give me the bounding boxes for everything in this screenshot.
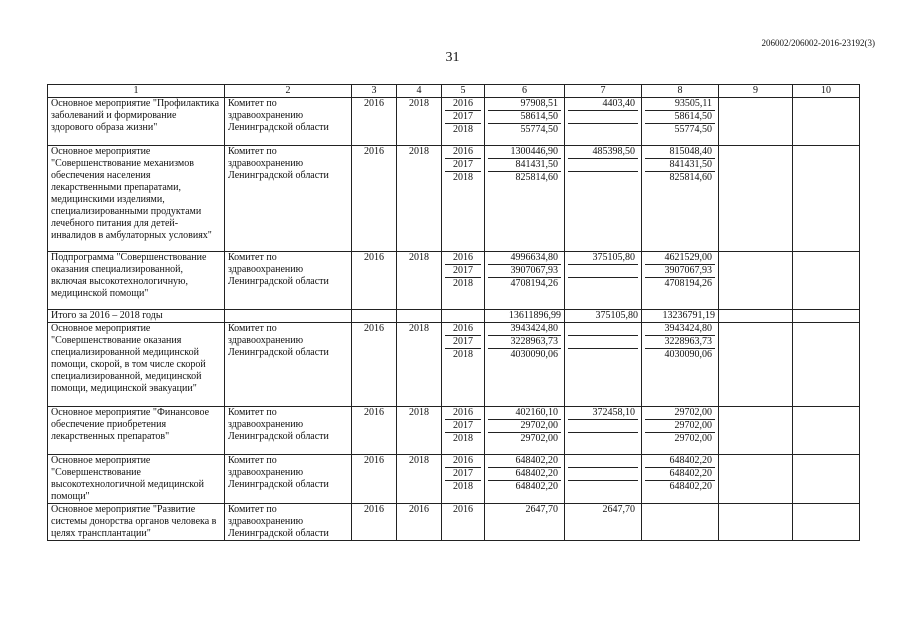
col7-cell (568, 481, 638, 494)
empty-cell (719, 98, 793, 146)
total-stack (488, 323, 561, 361)
col7-column (565, 504, 642, 541)
col8-stack (645, 252, 715, 290)
col7-stack (568, 407, 638, 445)
col7-column (565, 455, 642, 504)
total-cell: 97908,51 (488, 98, 561, 111)
empty-cell (719, 407, 793, 455)
col8-stack (645, 504, 715, 516)
total-cell: 4708194,26 (510, 278, 558, 289)
year-cell: 2017 (445, 265, 481, 278)
start-year: 2016 (352, 146, 397, 252)
col8-cell: 4708194,26 (664, 278, 712, 289)
col8-column (642, 455, 719, 504)
executor: Комитет по здравоохранению Ленинградской области (225, 504, 352, 541)
col7-cell (568, 349, 638, 362)
empty-cell (397, 310, 442, 323)
year-cell: 2018 (453, 433, 473, 444)
summary-total: 13611896,99 (485, 310, 565, 323)
col8-column (642, 323, 719, 407)
col7-cell: 4403,40 (568, 98, 638, 111)
total-cell: 55774,50 (520, 124, 558, 135)
col7-cell (568, 172, 638, 185)
table-row (48, 146, 860, 252)
year-stack (445, 323, 481, 361)
end-year: 2018 (397, 252, 442, 310)
start-year: 2016 (352, 455, 397, 504)
col8-stack (645, 455, 715, 493)
col7-cell: 485398,50 (568, 146, 638, 159)
total-cell: 3907067,93 (488, 265, 561, 278)
col7-cell (568, 420, 638, 433)
start-year: 2016 (352, 323, 397, 407)
header-cell: 9 (719, 85, 793, 98)
table-row (48, 455, 860, 504)
year-stack (445, 455, 481, 493)
col8-cell: 825814,60 (669, 172, 712, 183)
col8-cell: 815048,40 (645, 146, 715, 159)
start-year: 2016 (352, 98, 397, 146)
col8-cell: 3228963,73 (645, 336, 715, 349)
activity-name: Основное мероприятие "Развитие системы донорства органов человека в целях трансплантации" (48, 504, 225, 541)
empty-cell (793, 310, 860, 323)
empty-cell (442, 310, 485, 323)
year-column (442, 252, 485, 310)
col8-cell: 93505,11 (645, 98, 715, 111)
total-column (485, 146, 565, 252)
activity-name: Подпрограмма "Совершенствование оказания специализированной, включая высокотехнологичную, медицинской помощи" (48, 252, 225, 310)
year-column (442, 146, 485, 252)
empty-cell (793, 146, 860, 252)
empty-cell (793, 252, 860, 310)
col7-cell: 375105,80 (568, 252, 638, 265)
year-cell: 2018 (453, 349, 473, 360)
col8-cell: 29702,00 (645, 407, 715, 420)
activity-name: Основное мероприятие "Совершенствование оказания специализированной медицинской помощи, скорой, в том числе скорой специализированной, медицинской помощи, медицинской эвакуации" (48, 323, 225, 407)
col8-column (642, 252, 719, 310)
end-year: 2018 (397, 407, 442, 455)
col8-stack (645, 98, 715, 136)
empty-cell (719, 310, 793, 323)
col8-cell: 58614,50 (645, 111, 715, 124)
header-cell: 3 (352, 85, 397, 98)
table-row (48, 98, 860, 146)
header-cell: 2 (225, 85, 352, 98)
total-stack (488, 407, 561, 445)
empty-cell (719, 504, 793, 541)
col7-column (565, 98, 642, 146)
total-stack (488, 504, 561, 516)
total-column (485, 98, 565, 146)
year-stack (445, 504, 481, 516)
col7-column (565, 407, 642, 455)
summary-row (48, 310, 860, 323)
total-column (485, 323, 565, 407)
col7-cell (568, 323, 638, 336)
year-cell: 2016 (445, 407, 481, 420)
summary-col8: 13236791,19 (642, 310, 719, 323)
col8-cell: 29702,00 (645, 420, 715, 433)
start-year: 2016 (352, 407, 397, 455)
col8-column (642, 407, 719, 455)
col8-cell: 648402,20 (669, 481, 712, 492)
executor: Комитет по здравоохранению Ленинградской области (225, 455, 352, 504)
year-stack (445, 407, 481, 445)
total-cell: 648402,20 (488, 468, 561, 481)
activity-name: Основное мероприятие "Совершенствование механизмов обеспечения населения лекарственными препаратами, медицинскими изделиями, специализированными продуктами лечебного питания для детей-инвалидов в амбулаторных условиях" (48, 146, 225, 252)
summary-label: Итого за 2016 – 2018 годы (48, 310, 225, 323)
header-cell: 7 (565, 85, 642, 98)
col7-cell: 2647,70 (602, 504, 635, 515)
activity-name: Основное мероприятие "Профилактика заболеваний и формирование здорового образа жизни" (48, 98, 225, 146)
total-cell: 825814,60 (515, 172, 558, 183)
executor: Комитет по здравоохранению Ленинградской области (225, 98, 352, 146)
empty-cell (719, 455, 793, 504)
col8-cell: 3943424,80 (645, 323, 715, 336)
col8-stack (645, 146, 715, 184)
end-year: 2018 (397, 323, 442, 407)
executor: Комитет по здравоохранению Ленинградской области (225, 252, 352, 310)
total-cell: 841431,50 (488, 159, 561, 172)
header-cell: 10 (793, 85, 860, 98)
total-column (485, 252, 565, 310)
empty-cell (719, 323, 793, 407)
col8-cell: 4030090,06 (664, 349, 712, 360)
year-cell: 2017 (445, 420, 481, 433)
empty-cell (719, 252, 793, 310)
col7-cell (568, 159, 638, 172)
col8-cell: 3907067,93 (645, 265, 715, 278)
year-column (442, 504, 485, 541)
col7-cell (568, 433, 638, 446)
document-id: 206002/206002-2016-23192(3) (761, 38, 875, 48)
total-cell: 648402,20 (515, 481, 558, 492)
year-stack (445, 252, 481, 290)
header-cell: 5 (442, 85, 485, 98)
year-cell: 2016 (445, 455, 481, 468)
col7-stack (568, 455, 638, 493)
year-cell: 2016 (445, 252, 481, 265)
empty-cell (793, 323, 860, 407)
col8-cell (645, 504, 715, 516)
empty-cell (793, 98, 860, 146)
header-cell: 6 (485, 85, 565, 98)
col8-cell: 4621529,00 (645, 252, 715, 265)
year-column (442, 323, 485, 407)
col7-cell (568, 111, 638, 124)
total-cell: 1300446,90 (488, 146, 561, 159)
executor: Комитет по здравоохранению Ленинградской области (225, 146, 352, 252)
year-cell: 2017 (445, 111, 481, 124)
year-column (442, 98, 485, 146)
col8-cell: 841431,50 (645, 159, 715, 172)
header-cell: 8 (642, 85, 719, 98)
table-body (48, 98, 860, 541)
year-stack (445, 98, 481, 136)
empty-cell (225, 310, 352, 323)
col7-cell (568, 468, 638, 481)
year-cell: 2018 (453, 278, 473, 289)
total-column (485, 407, 565, 455)
year-cell: 2016 (445, 98, 481, 111)
header-cell: 4 (397, 85, 442, 98)
year-column (442, 407, 485, 455)
total-cell: 648402,20 (488, 455, 561, 468)
col8-cell: 648402,20 (645, 455, 715, 468)
year-cell: 2017 (445, 468, 481, 481)
total-cell: 29702,00 (488, 420, 561, 433)
total-cell: 4996634,80 (488, 252, 561, 265)
col8-stack (645, 323, 715, 361)
year-column (442, 455, 485, 504)
col7-stack (568, 504, 638, 516)
year-cell: 2017 (445, 159, 481, 172)
year-stack (445, 146, 481, 184)
empty-cell (793, 504, 860, 541)
col7-stack (568, 252, 638, 290)
total-column (485, 455, 565, 504)
total-stack (488, 98, 561, 136)
year-cell: 2016 (445, 323, 481, 336)
col8-stack (645, 407, 715, 445)
col8-cell: 55774,50 (674, 124, 712, 135)
total-stack (488, 146, 561, 184)
total-cell: 4030090,06 (510, 349, 558, 360)
empty-cell (793, 455, 860, 504)
col8-cell: 29702,00 (674, 433, 712, 444)
col7-cell (568, 336, 638, 349)
header-row (48, 85, 860, 98)
col7-stack (568, 98, 638, 136)
col7-cell (568, 278, 638, 291)
year-cell: 2016 (445, 146, 481, 159)
col8-column (642, 146, 719, 252)
start-year: 2016 (352, 504, 397, 541)
end-year: 2018 (397, 98, 442, 146)
col8-column (642, 98, 719, 146)
table-row (48, 504, 860, 541)
year-cell: 2018 (453, 481, 473, 492)
col7-column (565, 323, 642, 407)
empty-cell (793, 407, 860, 455)
empty-cell (719, 146, 793, 252)
year-cell: 2017 (445, 336, 481, 349)
activity-name: Основное мероприятие "Финансовое обеспечение приобретения лекарственных препаратов" (48, 407, 225, 455)
end-year: 2018 (397, 455, 442, 504)
total-cell: 58614,50 (488, 111, 561, 124)
total-cell: 29702,00 (520, 433, 558, 444)
col7-cell (568, 124, 638, 137)
table-row (48, 252, 860, 310)
total-cell: 3943424,80 (488, 323, 561, 336)
activity-name: Основное мероприятие "Совершенствование высокотехнологичной медицинской помощи" (48, 455, 225, 504)
budget-table (47, 84, 860, 541)
executor: Комитет по здравоохранению Ленинградской области (225, 407, 352, 455)
col7-stack (568, 323, 638, 361)
summary-col7: 375105,80 (565, 310, 642, 323)
end-year: 2018 (397, 146, 442, 252)
page-number: 31 (445, 50, 460, 65)
col7-column (565, 146, 642, 252)
total-column (485, 504, 565, 541)
table-row (48, 323, 860, 407)
end-year: 2016 (397, 504, 442, 541)
col8-cell: 648402,20 (645, 468, 715, 481)
total-stack (488, 455, 561, 493)
total-cell: 2647,70 (525, 504, 558, 515)
total-cell: 3228963,73 (488, 336, 561, 349)
col7-stack (568, 146, 638, 184)
header-cell: 1 (48, 85, 225, 98)
start-year: 2016 (352, 252, 397, 310)
col7-cell (568, 455, 638, 468)
col7-column (565, 252, 642, 310)
empty-cell (352, 310, 397, 323)
year-cell: 2016 (453, 504, 473, 515)
col8-column (642, 504, 719, 541)
year-cell: 2018 (453, 124, 473, 135)
year-cell: 2018 (453, 172, 473, 183)
total-stack (488, 252, 561, 290)
col7-cell (568, 265, 638, 278)
table-row (48, 407, 860, 455)
executor: Комитет по здравоохранению Ленинградской области (225, 323, 352, 407)
total-cell: 402160,10 (488, 407, 561, 420)
col7-cell: 372458,10 (568, 407, 638, 420)
